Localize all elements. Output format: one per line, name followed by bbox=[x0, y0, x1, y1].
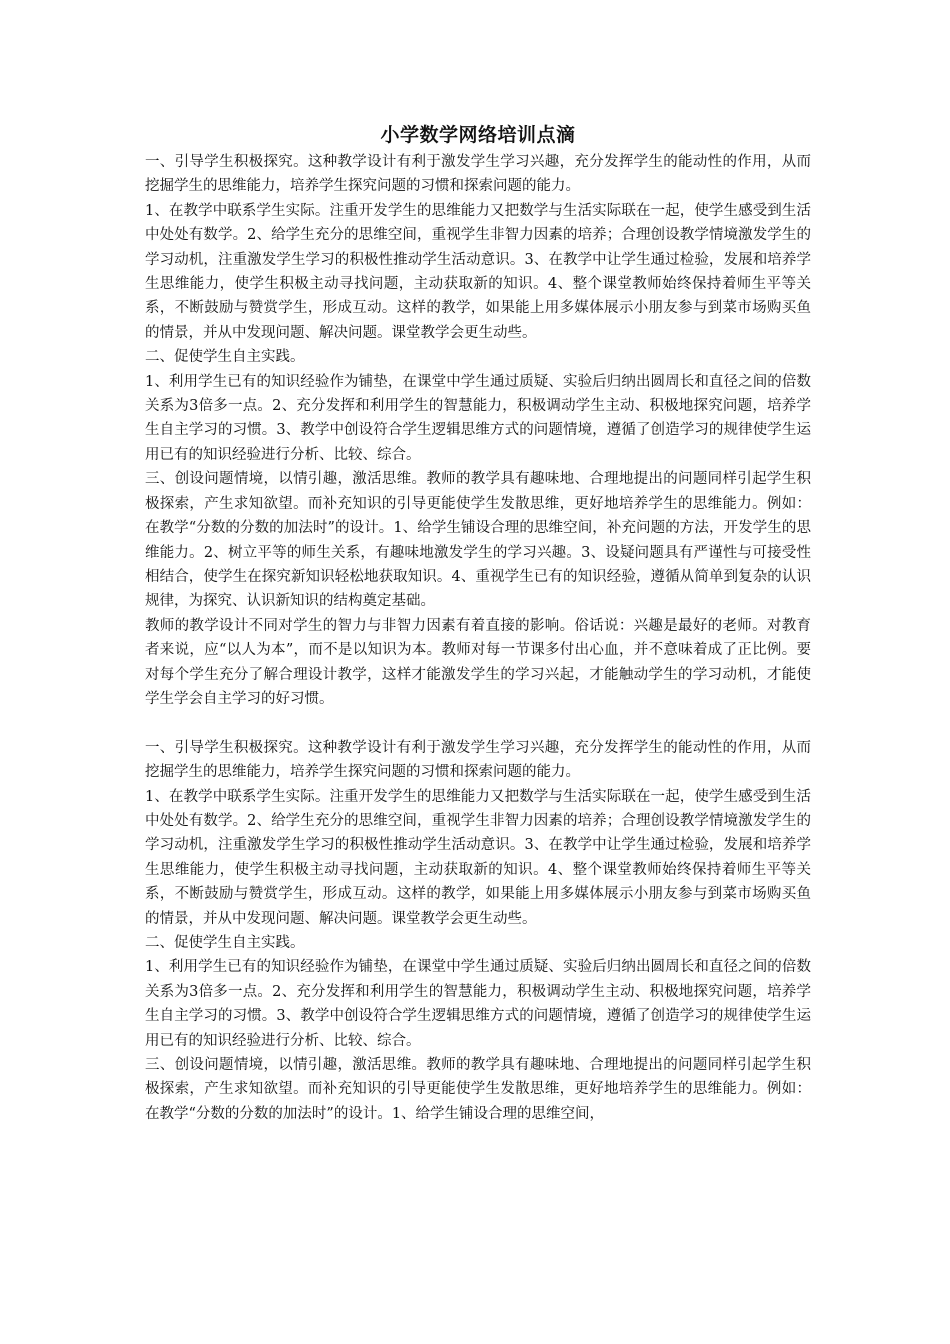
paragraph-1: 一、引导学生积极探究。这种教学设计有利于激发学生学习兴趣，充分发挥学生的能动性的作用，从而挖掘学生的思维能力，培养学生探究问题的习惯和探索问题的能力。 bbox=[145, 154, 811, 195]
paragraph-6: 教师的教学设计不同对学生的智力与非智力因素有着直接的影响。俗话说：兴趣是最好的老师。对教育者来说，应“以人为本”，而不是以知识为本。教师对每一节课多付出心血，并不意味着成了正比例。要对每个学生充分了解合理设计教学，这样才能激发学生的学习兴起，才能触动学生的学习动机，才能使学生学会自主学习的好习惯。 bbox=[145, 617, 811, 707]
document-page bbox=[145, 122, 811, 1126]
paragraph-10: 1、利用学生已有的知识经验作为铺垫，在课堂中学生通过质疑、实验后归纳出圆周长和直径之间的倍数关系为3倍多一点。2、充分发挥和利用学生的智慧能力，积极调动学生主动、积极地探究问题，培养学生自主学习的习惯。3、教学中创设符合学生逻辑思维方式的问题情境，遵循了创造学习的规律使学生运用已有的知识经验进行分析、比较、综合。 bbox=[145, 959, 811, 1049]
document-title: 小学数学网络培训点滴 bbox=[380, 124, 576, 146]
paragraph-7: 一、引导学生积极探究。这种教学设计有利于激发学生学习兴趣，充分发挥学生的能动性的作用，从而挖掘学生的思维能力，培养学生探究问题的习惯和探索问题的能力。 bbox=[145, 739, 811, 781]
paragraph-9: 二、促使学生自主实践。 bbox=[145, 934, 305, 951]
paragraph-4: 1、利用学生已有的知识经验作为铺垫，在课堂中学生通过质疑、实验后归纳出圆周长和直径之间的倍数关系为3倍多一点。2、充分发挥和利用学生的智慧能力，积极调动学生主动、积极地探究问题，培养学生自主学习的习惯。3、教学中创设符合学生逻辑思维方式的问题情境，遵循了创造学习的规律使学生运用已有的知识经验进行分析、比较、综合。 bbox=[145, 373, 811, 463]
paragraph-8: 1、在教学中联系学生实际。注重开发学生的思维能力又把数学与生活实际联在一起，使学生感受到生活中处处有数学。2、给学生充分的思维空间，重视学生非智力因素的培养；合理创设教学情境激发学生的学习动机，注重激发学生学习的积极性推动学生活动意识。3、在教学中让学生通过检验，发展和培养学生思维能力，使学生积极主动寻找问题，主动获取新的知识。4、整个课堂教师始终保持着师生平等关系，不断鼓励与赞赏学生，形成互动。这样的教学，如果能上用多媒体展示小朋友参与到菜市场购买鱼的情景，并从中发现问题、解决问题。课堂教学会更生动些。 bbox=[145, 788, 811, 927]
paragraph-11: 三、创设问题情境，以情引趣，激活思维。教师的教学具有趣味地、合理地提出的问题同样引起学生积极探索，产生求知欲望。而补充知识的引导更能使学生发散思维，更好地培养学生的思维能力。例如：在教学“分数的分数的加法时”的设计。1、给学生铺设合理的思维空间， bbox=[145, 1057, 811, 1122]
paragraph-5: 三、创设问题情境，以情引趣，激活思维。教师的教学具有趣味地、合理地提出的问题同样引起学生积极探索，产生求知欲望。而补充知识的引导更能使学生发散思维，更好地培养学生的思维能力。例如：在教学“分数的分数的加法时”的设计。1、给学生铺设合理的思维空间，补充问题的方法，开发学生的思维能力。2、树立平等的师生关系，有趣味地激发学生的学习兴趣。3、设疑问题具有严谨性与可接受性相结合，使学生在探究新知识轻松地获取知识。4、重视学生已有的知识经验，遵循从简单到复杂的认识规律，为探究、认识新知识的结构奠定基础。 bbox=[145, 471, 811, 610]
paragraph-2: 1、在教学中联系学生实际。注重开发学生的思维能力又把数学与生活实际联在一起，使学生感受到生活中处处有数学。2、给学生充分的思维空间，重视学生非智力因素的培养；合理创设教学情境激发学生的学习动机，注重激发学生学习的积极性推动学生活动意识。3、在教学中让学生通过检验，发展和培养学生思维能力，使学生积极主动寻找问题，主动获取新的知识。4、整个课堂教师始终保持着师生平等关系，不断鼓励与赞赏学生，形成互动。这样的教学，如果能上用多媒体展示小朋友参与到菜市场购买鱼的情景，并从中发现问题、解决问题。课堂教学会更生动些。 bbox=[145, 202, 811, 341]
paragraph-3: 二、促使学生自主实践。 bbox=[145, 349, 305, 366]
blank-line bbox=[145, 711, 811, 735]
